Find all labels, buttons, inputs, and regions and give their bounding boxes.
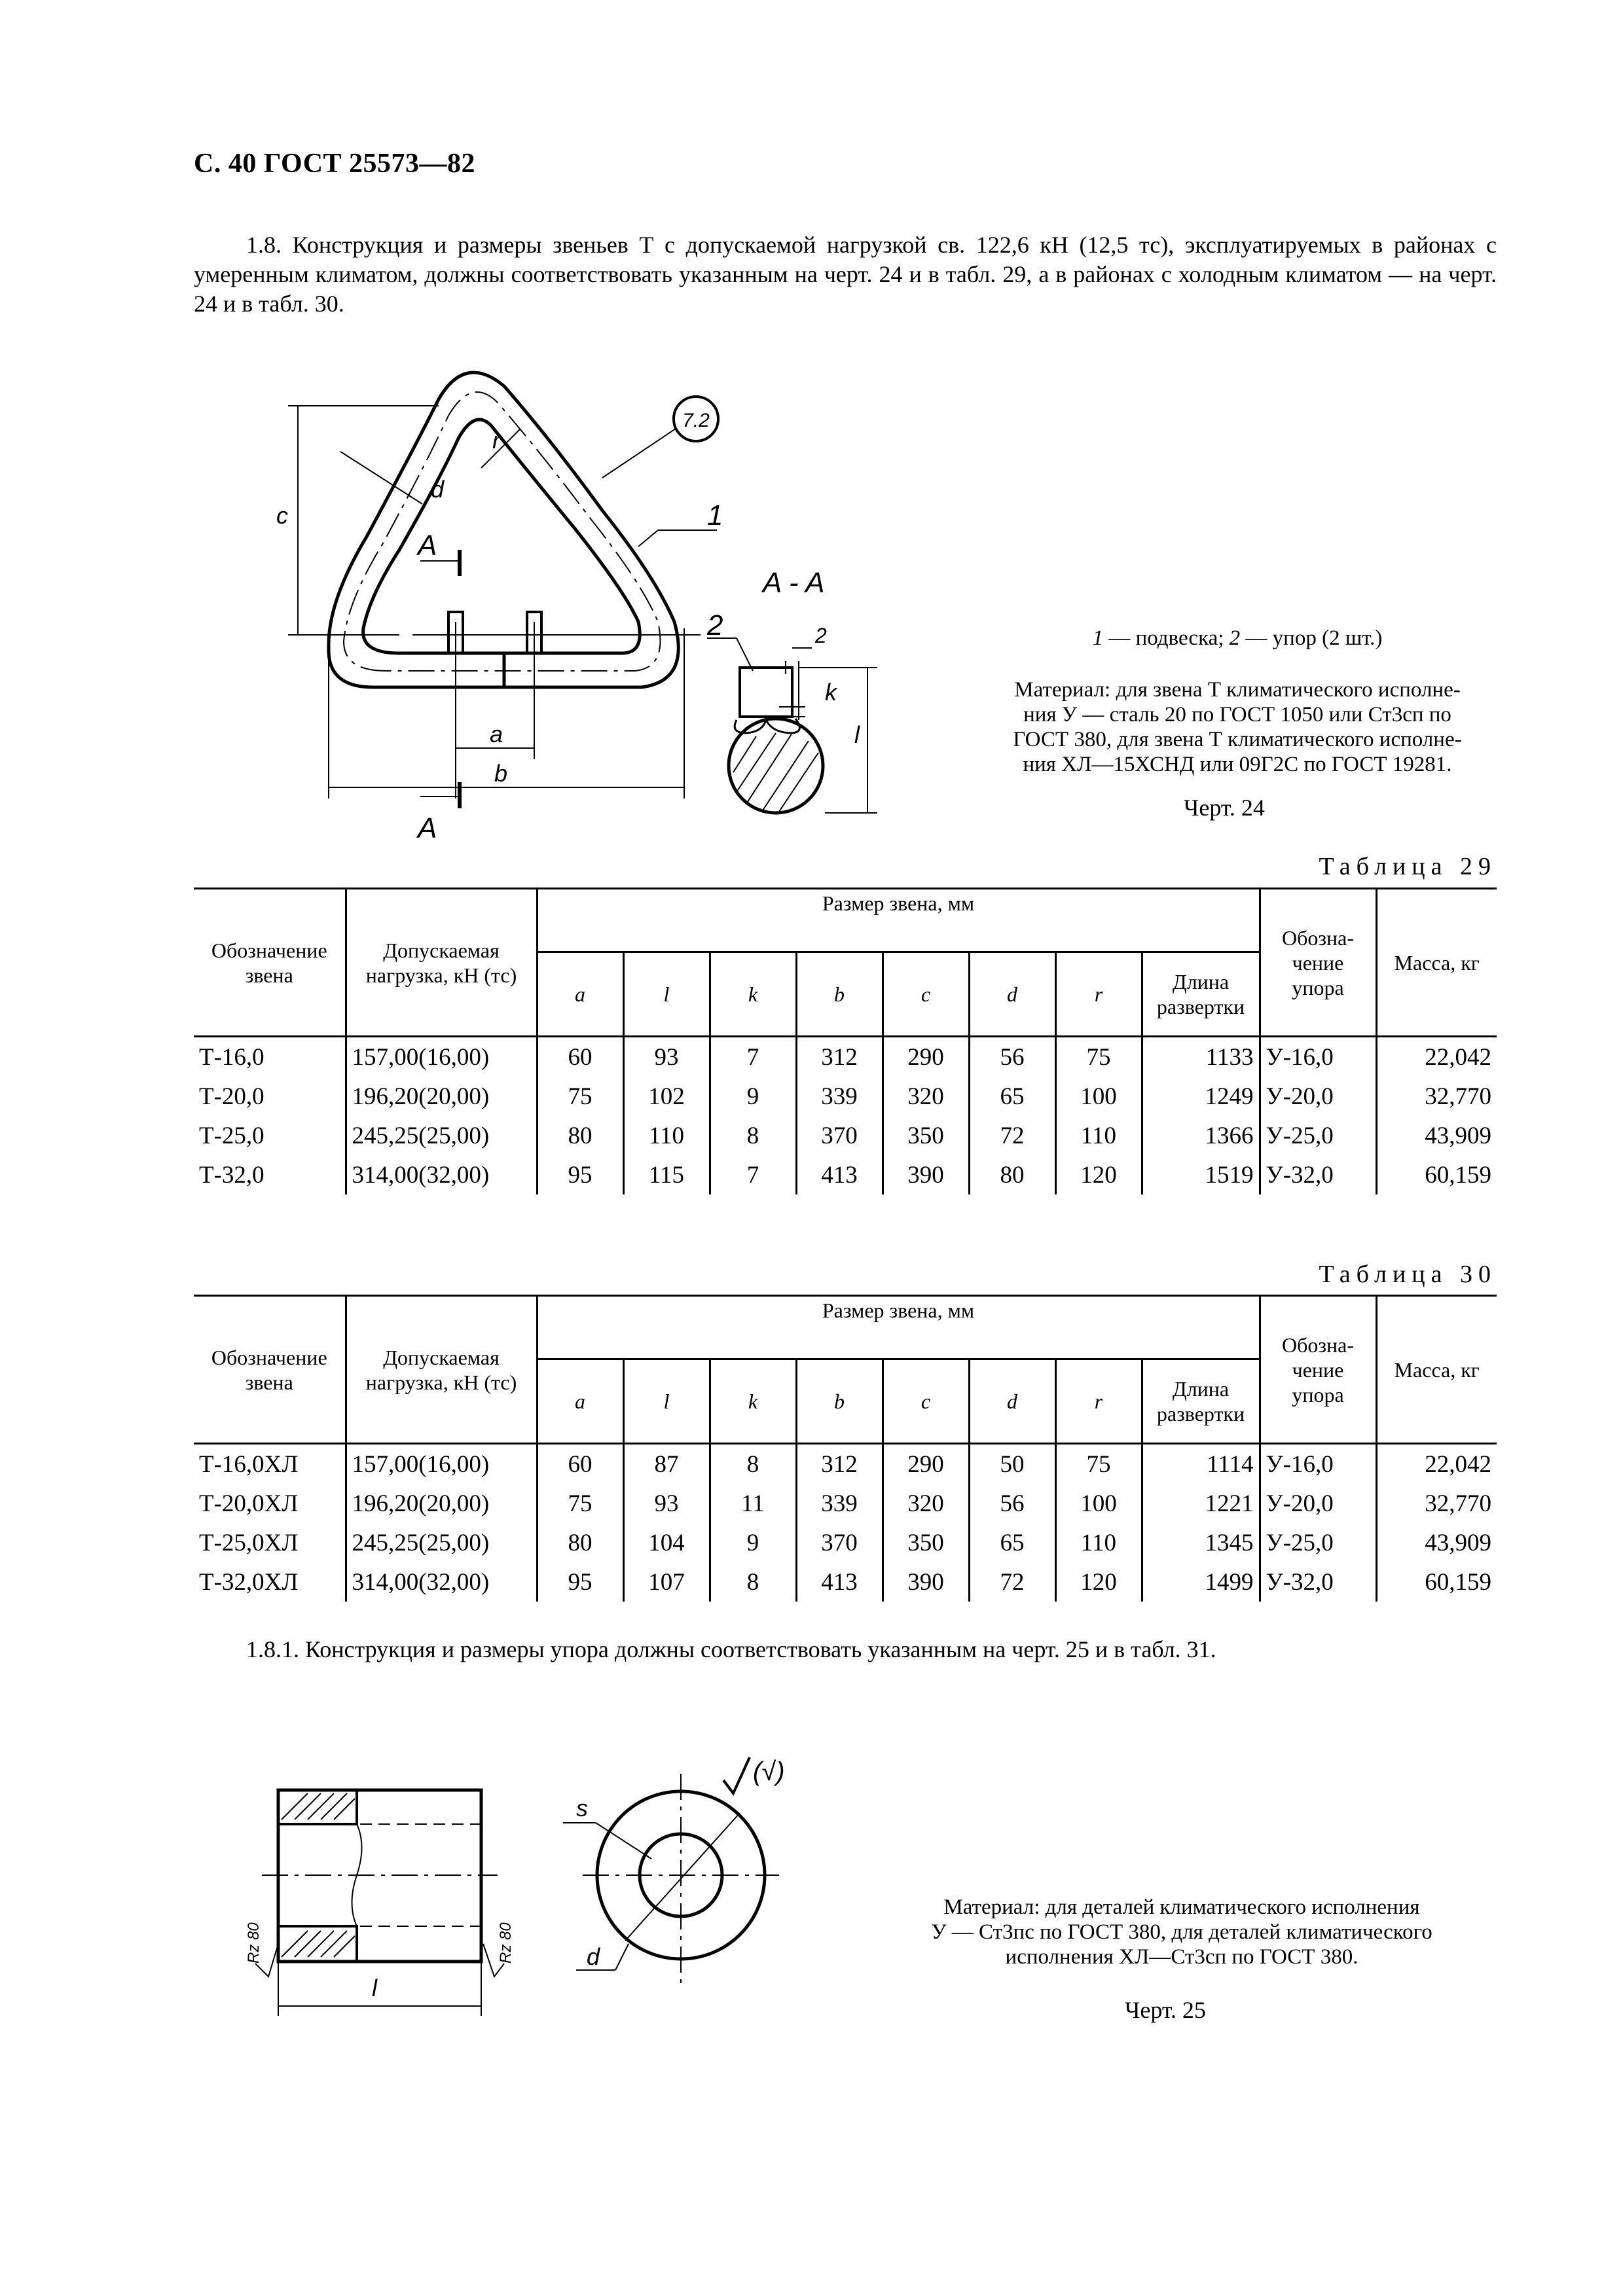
cell-stop: У-16,0	[1260, 1444, 1376, 1484]
cell-a: 60	[537, 1444, 623, 1484]
cell-c: 350	[883, 1116, 969, 1155]
cell-length: 1345	[1142, 1523, 1260, 1562]
cell-b: 339	[796, 1077, 883, 1116]
cell-load: 245,25(25,00)	[346, 1116, 537, 1155]
cell-b: 413	[796, 1562, 883, 1602]
cell-length: 1499	[1142, 1562, 1260, 1602]
table-row	[194, 1155, 1497, 1194]
table-row	[194, 1444, 1497, 1484]
col-load: Допускаемая нагрузка, кН (тс)	[346, 889, 537, 1037]
paragraph-1-8-1: 1.8.1. Конструкция и размеры упора должны соответствовать указанным на черт. 25 и в табл. 31.	[246, 1636, 1216, 1662]
cell-r: 100	[1055, 1077, 1142, 1116]
cell-mass: 60,159	[1376, 1562, 1497, 1602]
roughness-top: (√)	[753, 1757, 785, 1786]
col-b: b	[796, 1359, 883, 1444]
legend-2-num: 2	[1229, 626, 1241, 650]
cell-d: 72	[969, 1116, 1055, 1155]
section-title: A - A	[763, 567, 825, 599]
cell-l: 93	[623, 1484, 710, 1523]
drawing-24-caption: Черт. 24	[1184, 795, 1265, 821]
cell-r: 100	[1055, 1484, 1142, 1523]
table-29	[194, 888, 1497, 1194]
cell-k: 7	[710, 1155, 796, 1194]
page-header: С. 40 ГОСТ 25573—82	[194, 149, 476, 179]
drawing-25-caption: Черт. 25	[1125, 1997, 1206, 2023]
cell-a: 95	[537, 1562, 623, 1602]
cell-a: 60	[537, 1037, 623, 1077]
col-d: d	[969, 952, 1055, 1037]
dim-a-label: a	[490, 721, 503, 747]
cell-designation: Т-25,0ХЛ	[194, 1523, 346, 1562]
cell-k: 11	[710, 1484, 796, 1523]
cell-k: 8	[710, 1562, 796, 1602]
cell-length: 1519	[1142, 1155, 1260, 1194]
cell-stop: У-16,0	[1260, 1037, 1376, 1077]
cell-l: 104	[623, 1523, 710, 1562]
legend-2-text: — упор (2 шт.)	[1240, 626, 1383, 650]
col-r: r	[1055, 952, 1142, 1037]
cell-b: 339	[796, 1484, 883, 1523]
dim-r-label: r	[492, 427, 500, 454]
roughness-right: Rz 80	[497, 1922, 515, 1964]
cell-c: 320	[883, 1077, 969, 1116]
mark-7-2: 7.2	[682, 410, 710, 431]
table-30-caption: Таблица 30	[1319, 1261, 1497, 1288]
roughness-left: Rz 80	[245, 1922, 263, 1964]
cell-stop: У-20,0	[1260, 1077, 1376, 1116]
cell-mass: 22,042	[1376, 1444, 1497, 1484]
cell-a: 95	[537, 1155, 623, 1194]
cell-a: 80	[537, 1116, 623, 1155]
col-mass: Масса, кг	[1376, 1296, 1497, 1444]
drawing-25-material	[871, 1895, 1493, 1969]
cell-load: 314,00(32,00)	[346, 1562, 537, 1602]
cell-load: 245,25(25,00)	[346, 1523, 537, 1562]
cell-l: 115	[623, 1155, 710, 1194]
drawing-24-material	[969, 677, 1506, 777]
col-r: r	[1055, 1359, 1142, 1444]
cell-mass: 60,159	[1376, 1155, 1497, 1194]
cell-length: 1114	[1142, 1444, 1260, 1484]
cell-b: 370	[796, 1116, 883, 1155]
cell-d: 50	[969, 1444, 1055, 1484]
cell-d: 56	[969, 1037, 1055, 1077]
cell-k: 9	[710, 1523, 796, 1562]
col-size-group: Размер звена, мм	[537, 889, 1260, 952]
cell-l: 110	[623, 1116, 710, 1155]
col-c: c	[883, 1359, 969, 1444]
cell-b: 370	[796, 1523, 883, 1562]
table-row	[194, 1077, 1497, 1116]
cell-mass: 43,909	[1376, 1116, 1497, 1155]
cell-mass: 32,770	[1376, 1077, 1497, 1116]
col-load: Допускаемая нагрузка, кН (тс)	[346, 1296, 537, 1444]
cell-b: 312	[796, 1037, 883, 1077]
legend-1-num: 1	[1092, 626, 1104, 650]
dim-s-label: s	[576, 1795, 588, 1821]
cell-d: 80	[969, 1155, 1055, 1194]
col-d: d	[969, 1359, 1055, 1444]
col-designation: Обозначение звена	[194, 1296, 346, 1444]
col-k: k	[710, 1359, 796, 1444]
cell-a: 75	[537, 1484, 623, 1523]
cell-c: 350	[883, 1523, 969, 1562]
cell-k: 7	[710, 1037, 796, 1077]
cell-designation: Т-25,0	[194, 1116, 346, 1155]
legend-1-text: — подвеска;	[1103, 626, 1230, 650]
col-length: Длина развертки	[1142, 1359, 1260, 1444]
cell-c: 320	[883, 1484, 969, 1523]
col-stop: Обозна-чение упора	[1260, 889, 1376, 1037]
cell-c: 290	[883, 1444, 969, 1484]
col-size-group: Размер звена, мм	[537, 1296, 1260, 1359]
drawing-25	[229, 1728, 858, 2029]
cell-stop: У-20,0	[1260, 1484, 1376, 1523]
dim-l-label: l	[854, 721, 860, 748]
cell-r: 120	[1055, 1155, 1142, 1194]
dim-k-label: k	[825, 679, 837, 706]
col-b: b	[796, 952, 883, 1037]
col-designation: Обозначение звена	[194, 889, 346, 1037]
cell-d: 72	[969, 1562, 1055, 1602]
cell-load: 196,20(20,00)	[346, 1484, 537, 1523]
section-mark-bottom: A	[418, 812, 437, 844]
dim-b-label: b	[494, 760, 508, 787]
cell-d: 56	[969, 1484, 1055, 1523]
callout-2: 2	[707, 609, 723, 641]
cell-designation: Т-32,0ХЛ	[194, 1562, 346, 1602]
cell-length: 1249	[1142, 1077, 1260, 1116]
cell-length: 1366	[1142, 1116, 1260, 1155]
callout-1: 1	[707, 499, 723, 531]
cell-d: 65	[969, 1523, 1055, 1562]
cell-l: 93	[623, 1037, 710, 1077]
cell-designation: Т-20,0	[194, 1077, 346, 1116]
table-30	[194, 1295, 1497, 1602]
cell-c: 390	[883, 1155, 969, 1194]
table-row	[194, 1562, 1497, 1602]
dim-c-label: c	[276, 502, 288, 529]
col-k: k	[710, 952, 796, 1037]
cell-k: 8	[710, 1116, 796, 1155]
table-row	[194, 1523, 1497, 1562]
drawing-24-legend	[969, 626, 1506, 651]
cell-l: 87	[623, 1444, 710, 1484]
cell-r: 120	[1055, 1562, 1142, 1602]
callout-2-dim: 2	[815, 624, 827, 647]
section-mark-top: A	[418, 529, 437, 562]
cell-mass: 22,042	[1376, 1037, 1497, 1077]
material-line: ния ХЛ—15ХСНД или 09Г2С по ГОСТ 19281.	[1023, 753, 1452, 776]
cell-d: 65	[969, 1077, 1055, 1116]
table-row	[194, 1484, 1497, 1523]
cell-a: 75	[537, 1077, 623, 1116]
cell-load: 157,00(16,00)	[346, 1037, 537, 1077]
cell-c: 290	[883, 1037, 969, 1077]
cell-designation: Т-20,0ХЛ	[194, 1484, 346, 1523]
material-line: ГОСТ 380, для звена Т климатического исполне-	[1013, 728, 1462, 751]
cell-load: 314,00(32,00)	[346, 1155, 537, 1194]
cell-b: 413	[796, 1155, 883, 1194]
material-line: Материал: для деталей климатического исполнения	[943, 1895, 1420, 1919]
table-row	[194, 1116, 1497, 1155]
cell-designation: Т-16,0	[194, 1037, 346, 1077]
cell-b: 312	[796, 1444, 883, 1484]
material-line: Материал: для звена Т климатического исполне-	[1014, 678, 1461, 702]
cell-k: 9	[710, 1077, 796, 1116]
cell-a: 80	[537, 1523, 623, 1562]
cell-stop: У-32,0	[1260, 1155, 1376, 1194]
cell-l: 102	[623, 1077, 710, 1116]
col-length: Длина развертки	[1142, 952, 1260, 1037]
col-a: a	[537, 952, 623, 1037]
col-stop: Обозна-чение упора	[1260, 1296, 1376, 1444]
drawing-24	[249, 340, 917, 864]
cell-r: 75	[1055, 1037, 1142, 1077]
col-a: a	[537, 1359, 623, 1444]
cell-length: 1221	[1142, 1484, 1260, 1523]
cell-stop: У-32,0	[1260, 1562, 1376, 1602]
table-row	[194, 1037, 1497, 1077]
material-line: исполнения ХЛ—Ст3сп по ГОСТ 380.	[1005, 1945, 1359, 1969]
cell-k: 8	[710, 1444, 796, 1484]
dim-d-label: d	[587, 1943, 600, 1970]
cell-stop: У-25,0	[1260, 1523, 1376, 1562]
cell-designation: Т-32,0	[194, 1155, 346, 1194]
paragraph-1-8: 1.8. Конструкция и размеры звеньев Т с допускаемой нагрузкой св. 122,6 кН (12,5 тс), эксплуатируемых в районах с умеренным климатом, должны соответствовать указанным на черт. 24 и в табл. 29, а в районах с холодным климатом — на черт. 24 и в табл. 30.	[194, 232, 1497, 317]
cell-length: 1133	[1142, 1037, 1260, 1077]
cell-designation: Т-16,0ХЛ	[194, 1444, 346, 1484]
col-mass: Масса, кг	[1376, 889, 1497, 1037]
cell-r: 110	[1055, 1523, 1142, 1562]
col-l: l	[623, 1359, 710, 1444]
cell-load: 157,00(16,00)	[346, 1444, 537, 1484]
col-c: c	[883, 952, 969, 1037]
col-l: l	[623, 952, 710, 1037]
dim-l-label: l	[372, 1975, 377, 2001]
cell-load: 196,20(20,00)	[346, 1077, 537, 1116]
cell-mass: 32,770	[1376, 1484, 1497, 1523]
cell-stop: У-25,0	[1260, 1116, 1376, 1155]
table-29-caption: Таблица 29	[1319, 853, 1497, 880]
cell-l: 107	[623, 1562, 710, 1602]
material-line: У — Ст3пс по ГОСТ 380, для деталей климатического	[931, 1920, 1432, 1944]
cell-r: 75	[1055, 1444, 1142, 1484]
cell-c: 390	[883, 1562, 969, 1602]
material-line: ния У — сталь 20 по ГОСТ 1050 или Ст3сп по	[1023, 703, 1451, 726]
cell-mass: 43,909	[1376, 1523, 1497, 1562]
cell-r: 110	[1055, 1116, 1142, 1155]
dim-d-label: d	[431, 476, 445, 503]
